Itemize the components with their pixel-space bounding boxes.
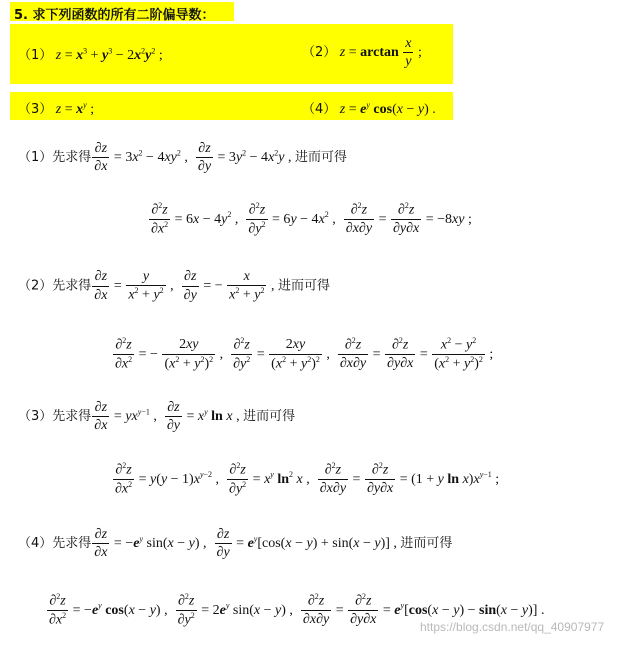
problem-item-4-label: （4） [302, 102, 337, 117]
solution-2-label: （2）先求得 [18, 278, 92, 294]
solution-1-first: （1）先求得 $\frac{\partial z}{\partial x}$ = $3x^2 - 4xy^2$ , $\frac{\partial z}{\partial y}$ = $3y^2 - 4x^2y$ , 进而可得 [18, 141, 348, 175]
solution-1-second: $\frac{\partial^2z}{\partial x^2}$ = $6x - 4y^2$ , $\frac{\partial^2z}{\partial y^2}$ = $6y - 4x^2$ , $\frac{\partial^2z}{\partial x\partial y}$ = $\frac{\partial^2z}{\partial y\partial x}$ = −8xy ; [151, 201, 472, 237]
solution-4-first: （4）先求得 $\frac{\partial z}{\partial x}$ = $-e^y$ sin(x − y) , $\frac{\partial z}{\partial y}$ = $e^y[\cos(x - y) + \sin(x - y)]$ , 进而可得 [18, 527, 453, 561]
solution-4-hence: 进而可得 [400, 536, 453, 552]
problem-item-2-label: （2） [302, 45, 337, 61]
solution-3-second: $\frac{\partial^2z}{\partial x^2}$ = $y(y - 1)x^{y-2}$ , $\frac{\partial^2z}{\partial y^2}$ = $x^y$ $\ln^2 x$ , $\frac{\partial^2z}{\partial x\partial y}$ = $\frac{\partial^2z}{\partial y\partial x}$ = (1 + y $\ln x)x^{y-1}$ ; [115, 461, 500, 497]
problem-item-1: （1） $z = x^3 + y^3 - 2x^2y^2$ ; [18, 46, 163, 63]
problem-item-2: （2） z = arctan $\frac{x}{y}$ ; [302, 36, 422, 70]
solution-2-first: （2）先求得 $\frac{\partial z}{\partial x}$ = $\frac{y}{x^2 + y^2}$ , $\frac{\partial z}{\partial y}$ = − $\frac{x}{x^2 + y^2}$ , 进而可得 [18, 269, 330, 304]
solution-2-hence: 进而可得 [277, 278, 330, 294]
solution-3-first: （3）先求得 $\frac{\partial z}{\partial x}$ = $yx^{y-1}$ , $\frac{\partial z}{\partial y}$ = $x^y$ ln x , 进而可得 [18, 400, 296, 434]
problem-item-1-label: （1） [18, 48, 53, 63]
solution-4-label: （4）先求得 [18, 536, 92, 552]
problem-item-3: （3） $z = x^y$ ; [18, 100, 95, 117]
solution-4-second: $\frac{\partial^2z}{\partial x^2}$ = $-e^y$ cos(x − y) , $\frac{\partial^2z}{\partial y^2}$ = $2e^y$ sin(x − y) , $\frac{\partial^2z}{\partial x\partial y}$ = $\frac{\partial^2z}{\partial y\partial x}$ = $e^y[\cos(x - y) - \sin(x - y)]$ . [49, 592, 545, 628]
solution-1-hence: 进而可得 [295, 150, 348, 166]
problem-item-4: （4） $z = e^y$ cos(x − y) . [302, 100, 436, 117]
problem-title: 5. 求下列函数的所有二阶偏导数： [14, 8, 215, 23]
watermark: https://blog.csdn.net/qq_40907977 [420, 620, 605, 634]
solution-1-label: （1）先求得 [18, 150, 92, 166]
solution-3-hence: 进而可得 [243, 409, 296, 425]
solution-3-label: （3）先求得 [18, 409, 92, 425]
solution-2-second: $\frac{\partial^2z}{\partial x^2}$ = − $\frac{2xy}{(x^2 + y^2)^2}$ , $\frac{\partial^2z}{\partial y^2}$ = $\frac{2xy}{(x^2 + y^2)^2}$ , $\frac{\partial^2z}{\partial x\partial y}$ = $\frac{\partial^2z}{\partial y\partial x}$ = $\frac{x^2 - y^2}{(x^2 + y^2)^2}$ ; [115, 336, 494, 372]
problem-item-3-label: （3） [18, 102, 53, 117]
